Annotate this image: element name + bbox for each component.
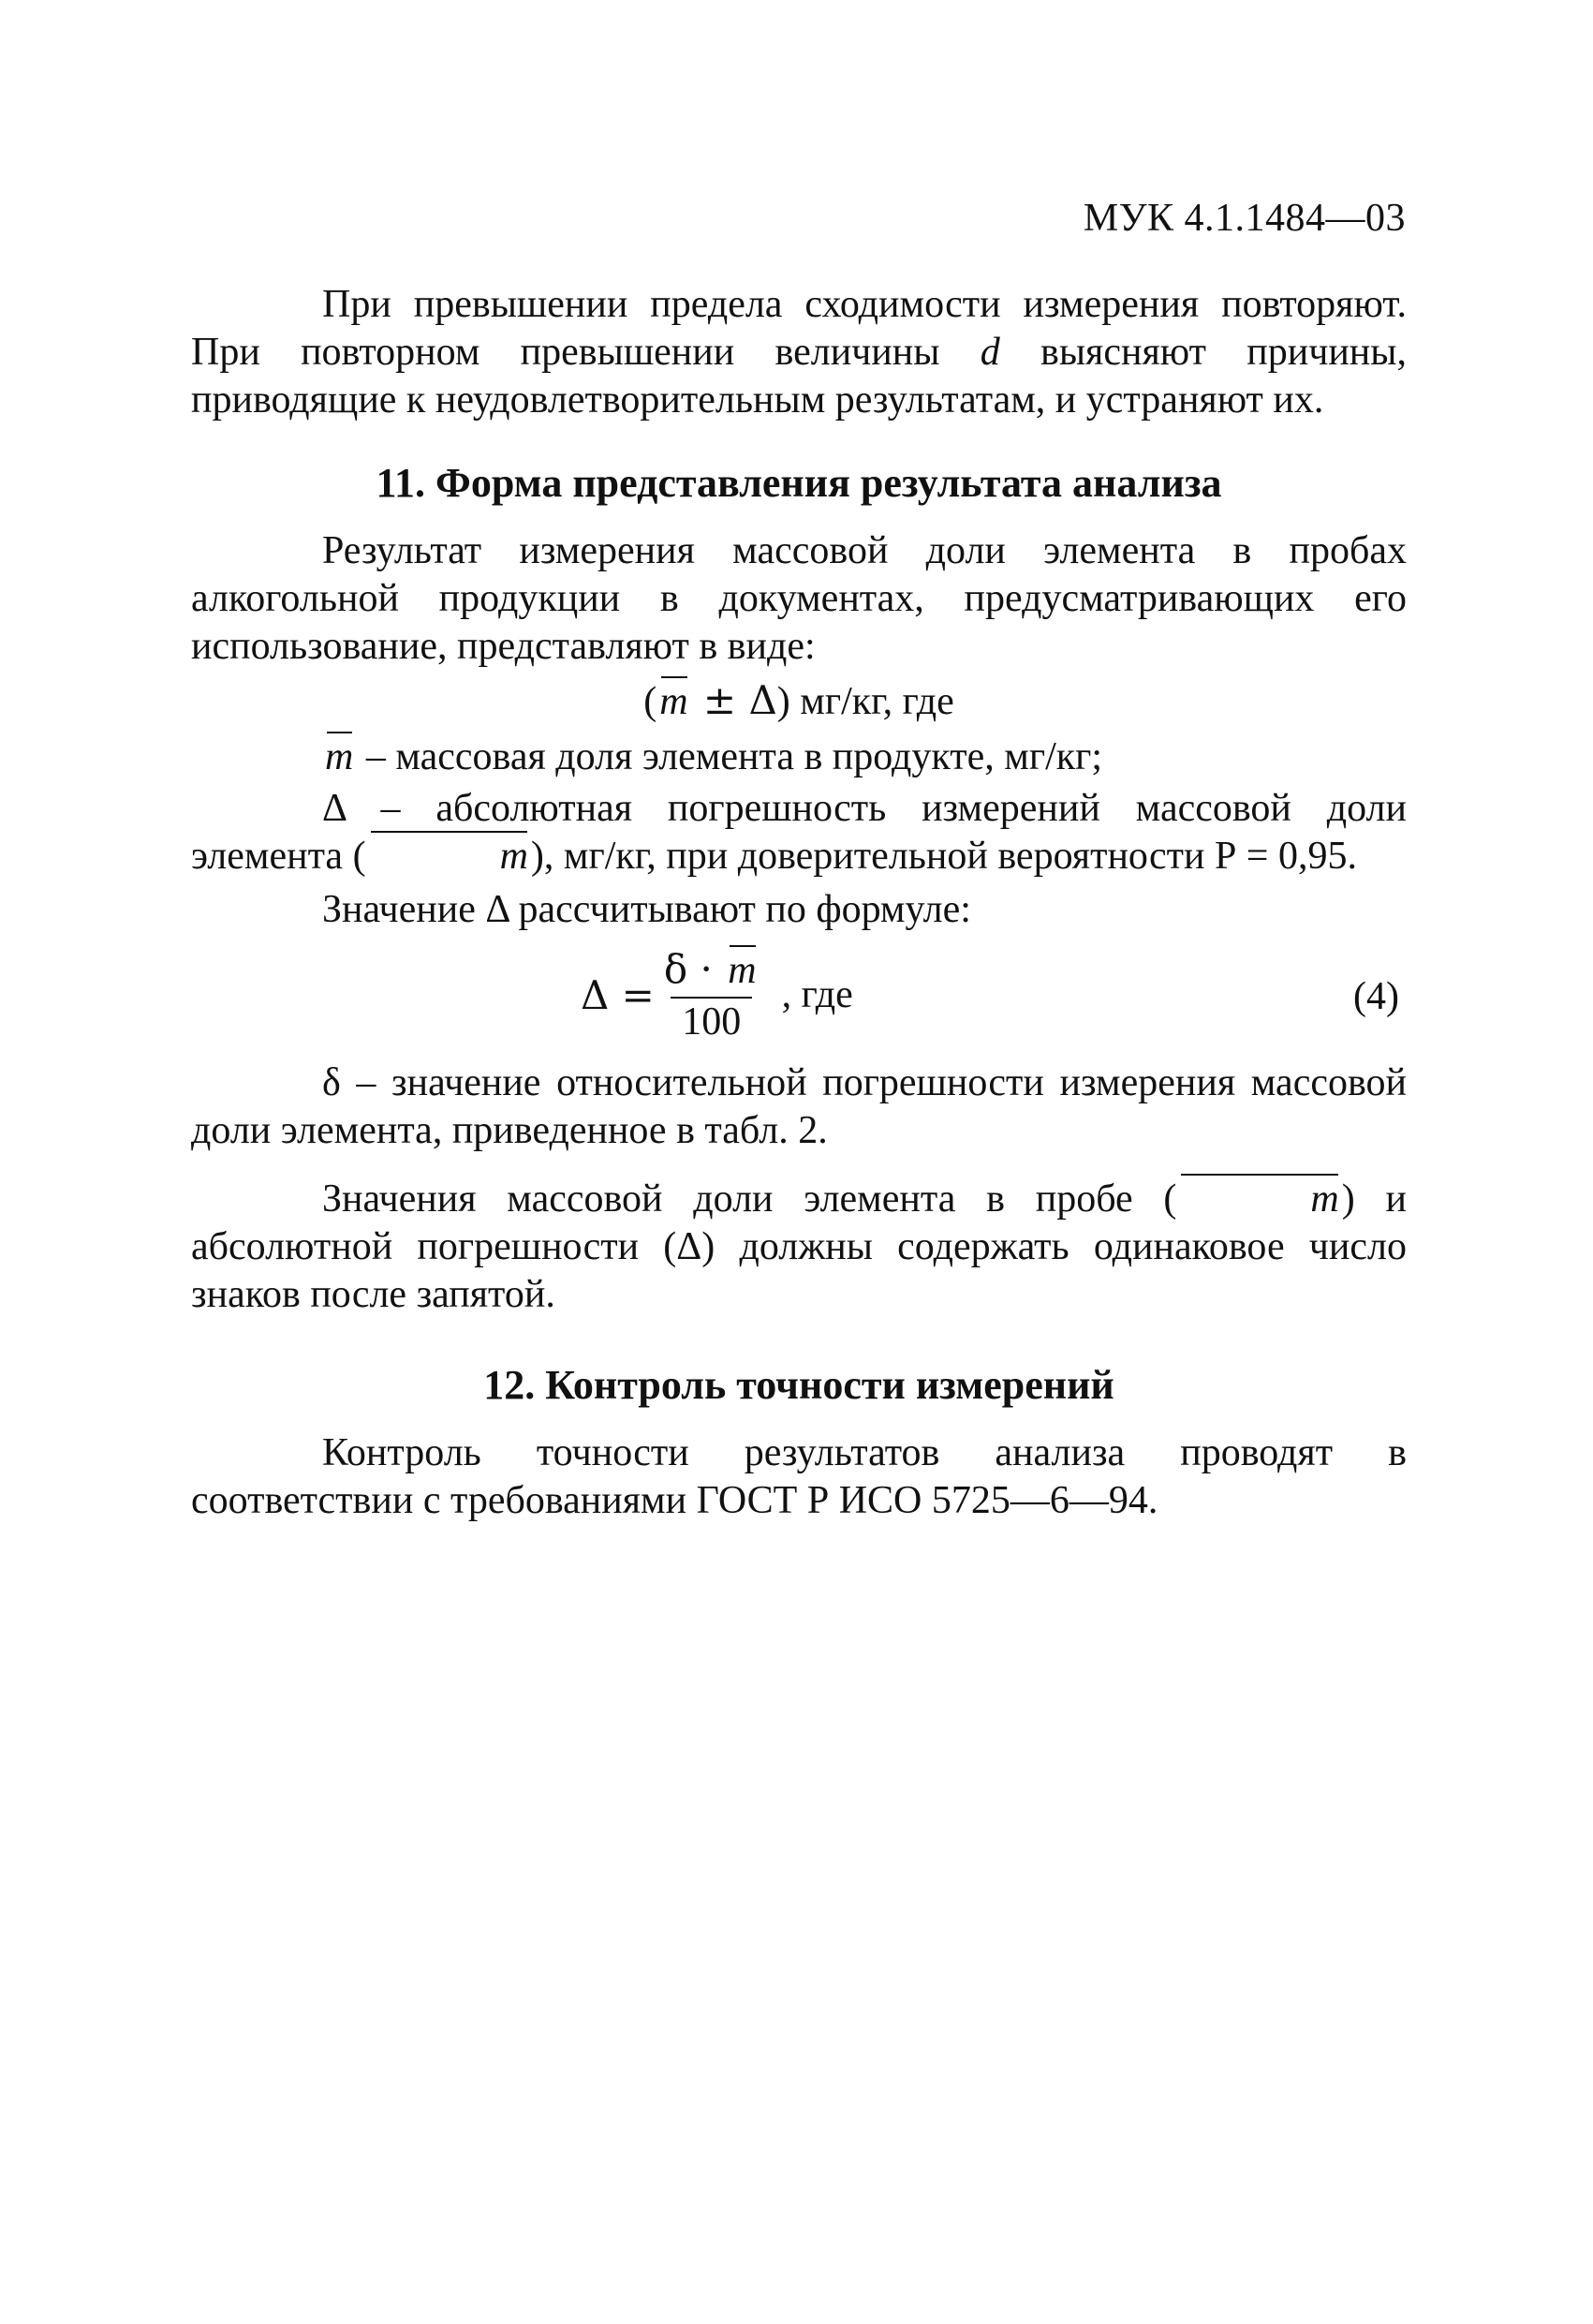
document-number: МУК 4.1.1484—03 <box>1083 197 1406 240</box>
definition-delta-text-a: Δ – абсолютная погрешность измерений массовой доли элемента ( <box>191 787 1407 878</box>
values-note-text-b: ) и абсолютной погрешности (Δ) должны содержать одинаковое число знаков после запятой. <box>191 1177 1407 1316</box>
result-form-pm-delta: ± Δ <box>690 677 777 723</box>
formula-numerator-delta: δ · <box>663 946 726 992</box>
m-bar-symbol: m <box>656 682 690 721</box>
result-form-expression <box>191 676 1407 726</box>
intro-line-1: При превышении предела сходимости измерения повторяют. <box>322 283 1407 326</box>
formula-numerator <box>658 945 765 997</box>
formula-fraction <box>658 945 765 1045</box>
result-form-close: ) мг/кг, где <box>776 680 954 723</box>
section-11-title: 11. Форма представления результата анализа <box>376 460 1222 506</box>
values-note-text-a: Значения массовой доли элемента в пробе ( <box>322 1177 1177 1221</box>
m-bar-symbol: m <box>725 951 759 990</box>
values-note <box>191 1176 1407 1319</box>
section-11-paragraph: Результат измерения массовой доли элемента в пробах алкогольной продукции в документах, предусматривающих его использование, представляют в виде: <box>191 529 1407 668</box>
section-12-title: 12. Контроль точности измерений <box>483 1362 1114 1408</box>
m-bar-symbol: m <box>1176 1179 1341 1219</box>
intro-paragraph <box>191 281 1407 424</box>
definition-m <box>191 733 1407 781</box>
result-form-open: ( <box>643 680 657 723</box>
definition-delta-text-b: ), мг/кг, при доверительной вероятности Р = 0,95. <box>530 835 1357 878</box>
page-content <box>191 281 1407 1525</box>
formula-lhs: Δ = <box>581 972 655 1018</box>
calc-intro: Значение Δ рассчитывают по формуле: <box>322 888 971 931</box>
definition-sigma: δ – значение относительной погрешности измерения массовой доли элемента, приведенное в табл. 2. <box>191 1061 1407 1152</box>
formula-expression <box>581 945 853 1045</box>
intro-line-2b: выясняют причины, приводящие к неудовлетворительным результатам, и устраняют их. <box>191 331 1407 422</box>
definition-delta <box>191 785 1407 881</box>
section-12-paragraph: Контроль точности результатов анализа проводят в соответствии с требованиями ГОСТ Р ИСО 5725—6—94. <box>191 1431 1407 1522</box>
definition-m-text: – массовая доля элемента в продукте, мг/кг; <box>356 735 1103 778</box>
formula-number: (4) <box>1353 975 1399 1018</box>
m-bar-symbol: m <box>366 836 531 876</box>
variable-d: d <box>980 331 1000 374</box>
formula-4 <box>191 941 1407 1059</box>
formula-tail: , где <box>781 973 853 1016</box>
intro-line-2a: При повторном превышении величины <box>191 331 981 374</box>
m-bar-symbol: m <box>322 737 356 777</box>
formula-denominator: 100 <box>671 997 752 1045</box>
